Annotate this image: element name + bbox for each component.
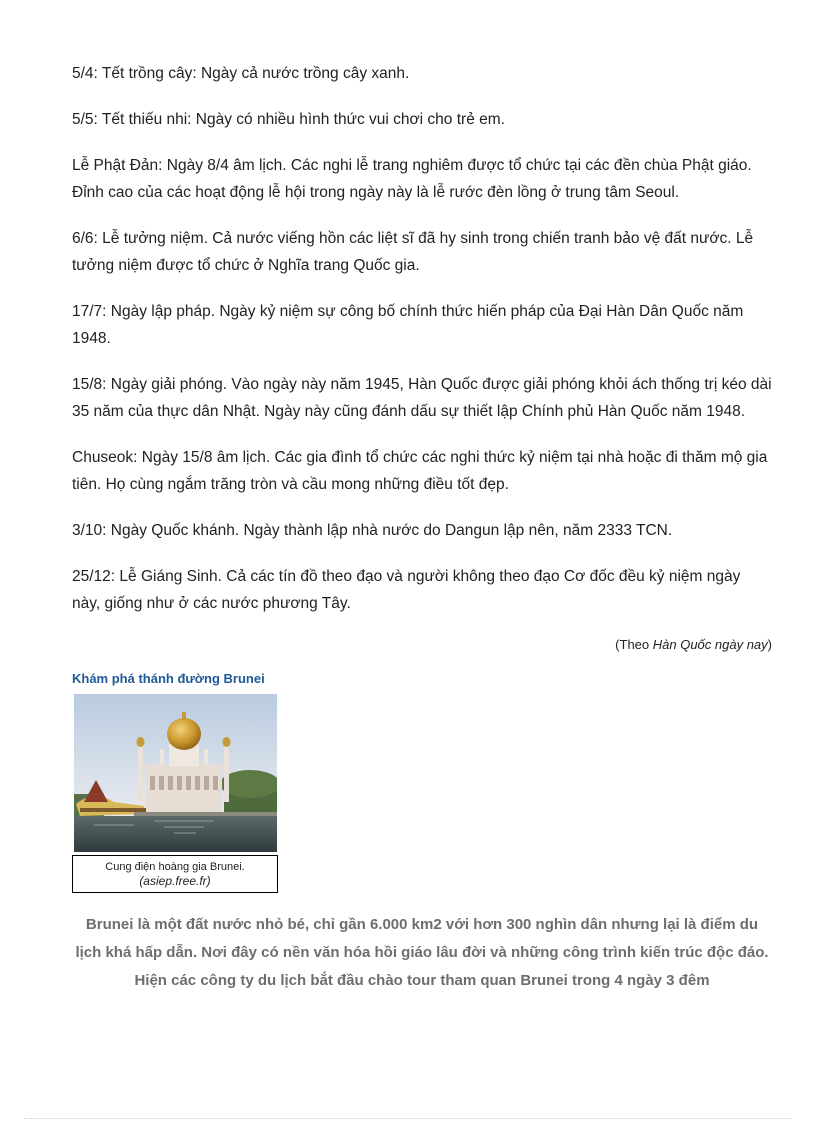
section-title: Khám phá thánh đường Brunei [72, 671, 265, 686]
paragraph-le-tuong-niem: 6/6: Lễ tưởng niệm. Cả nước viếng hồn các liệt sĩ đã hy sinh trong chiến tranh bảo vệ đất nước. Lễ tưởng niệm được tổ chức ở Nghĩa trang Quốc gia. [72, 230, 754, 274]
page-bottom-divider [24, 1118, 792, 1119]
paragraph-giang-sinh: 25/12: Lễ Giáng Sinh. Cả các tín đồ theo đạo và người không theo đạo Cơ đốc đều kỷ niệm ngày này, giống như ở các nước phương Tây. [72, 568, 741, 612]
mosque-photo [74, 694, 277, 852]
paragraph-tet-trong-cay: 5/4: Tết trồng cây: Ngày cả nước trồng cây xanh. [72, 65, 410, 82]
paragraph-le-phat-dan: Lễ Phật Đản: Ngày 8/4 âm lịch. Các nghi lễ trang nghiêm được tổ chức tại các đền chùa Phật giáo. Đỉnh cao của các hoạt động lễ hội trong ngày này là lễ rước đèn lồng ở trung tâm Seoul. [72, 157, 752, 201]
photo-caption [72, 855, 278, 893]
paragraph-ngay-giai-phong: 15/8: Ngày giải phóng. Vào ngày này năm 1945, Hàn Quốc được giải phóng khỏi ách thống trị kéo dài 35 năm của thực dân Nhật. Ngày này cũng đánh dấu sự thiết lập Chính phủ Hàn Quốc năm 1948. [72, 376, 772, 420]
brunei-intro-paragraph: Brunei là một đất nước nhỏ bé, chỉ gần 6.000 km2 với hơn 300 nghìn dân nhưng lại là điểm du lịch khá hấp dẫn. Nơi đây có nền văn hóa hồi giáo lâu đời và những công trình kiến trúc độc đáo. Hiện các công ty du lịch bắt đầu chào tour tham quan Brunei trong 4 ngày 3 đêm [75, 916, 769, 989]
paragraph-quoc-khanh: 3/10: Ngày Quốc khánh. Ngày thành lập nhà nước do Dangun lập nên, năm 2333 TCN. [72, 522, 673, 539]
source-prefix: (Theo [615, 637, 653, 652]
paragraph-ngay-lap-phap: 17/7: Ngày lập pháp. Ngày kỷ niệm sự công bố chính thức hiến pháp của Đại Hàn Dân Quốc năm 1948. [72, 303, 744, 347]
paragraph-tet-thieu-nhi: 5/5: Tết thiếu nhi: Ngày có nhiều hình thức vui chơi cho trẻ em. [72, 111, 505, 128]
source-suffix: ) [767, 637, 772, 652]
caption-text: Cung điện hoàng gia Brunei. [105, 861, 245, 873]
source-citation [72, 636, 772, 654]
document-body [72, 60, 772, 1010]
paragraph-chuseok: Chuseok: Ngày 15/8 âm lịch. Các gia đình tổ chức các nghi thức kỷ niệm tại nhà hoặc đi thăm mộ gia tiên. Họ cùng ngắm trăng tròn và cầu mong những điều tốt đẹp. [72, 449, 768, 493]
source-title: Hàn Quốc ngày nay [652, 637, 768, 652]
photo-figure [72, 694, 278, 893]
caption-credit: (asiep.free.fr) [139, 874, 211, 888]
